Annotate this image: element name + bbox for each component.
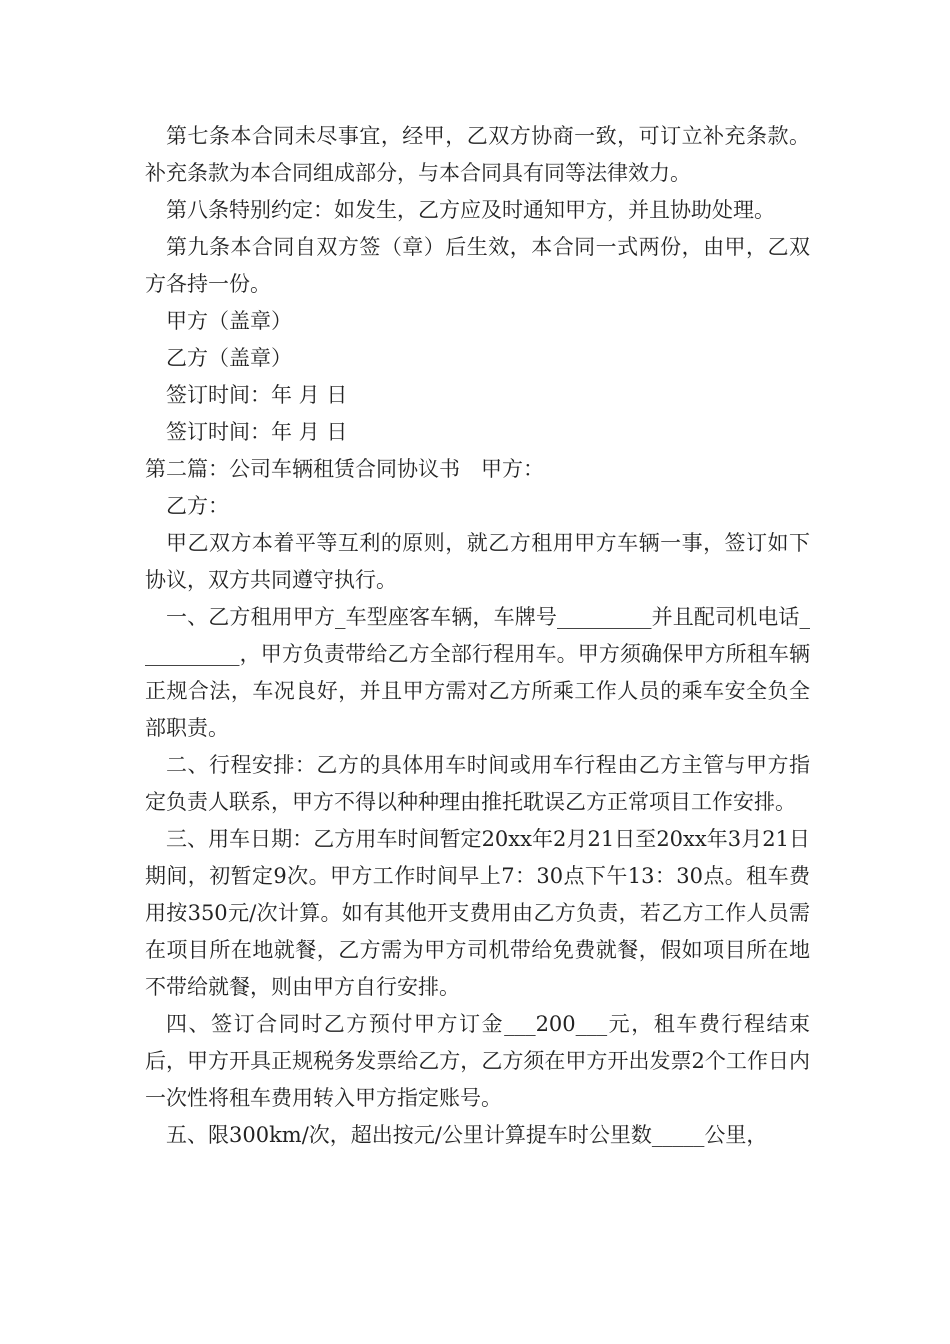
section-heading: 第二篇：公司车辆租赁合同协议书 甲方： <box>145 457 544 481</box>
signing-date-line: 签订时间：年 月 日 <box>166 420 348 444</box>
clause-3-paragraph: 三、用车日期：乙方用车时间暂定20xx年2月21日至20xx年3月21日期间，初暂定9次。甲方工作时间早上7：30点下午13：30点。租车费用按350元/次计算。如有其他开支费用由乙方负责，若乙方工作人员需在项目所在地就餐，乙方需为甲方司机带给免费就餐，假如项目所在地不带给就餐，则由甲方自行安排。 <box>145 827 810 999</box>
article-9-paragraph: 第九条本合同自双方签（章）后生效，本合同一式两份，由甲，乙双方各持一份。 <box>145 235 810 296</box>
clause-4-paragraph: 四、签订合同时乙方预付甲方订金___200___元，租车费行程结束后，甲方开具正规税务发票给乙方，乙方须在甲方开出发票2个工作日内一次性将租车费用转入甲方指定账号。 <box>145 1012 810 1110</box>
party-b-line: 乙方： <box>166 494 229 518</box>
clause-1-paragraph: 一、乙方租用甲方_车型座客车辆，车牌号_________并且配司机电话__________，甲方负责带给乙方全部行程用车。甲方须确保甲方所租车辆正规合法，车况良好，并且甲方需对乙方所乘工作人员的乘车安全负全部职责。 <box>145 605 810 740</box>
party-b-seal-line: 乙方（盖章） <box>166 346 292 370</box>
clause-5-paragraph: 五、限300km/次，超出按元/公里计算提车时公里数_____公里， <box>166 1123 768 1147</box>
document-body <box>145 118 810 1154</box>
article-8-paragraph: 第八条特别约定：如发生，乙方应及时通知甲方，并且协助处理。 <box>166 198 775 222</box>
clause-2-paragraph: 二、行程安排：乙方的具体用车时间或用车行程由乙方主管与甲方指定负责人联系，甲方不得以种种理由推托耽误乙方正常项目工作安排。 <box>145 753 810 814</box>
party-a-seal-line: 甲方（盖章） <box>166 309 292 333</box>
signing-date-line: 签订时间：年 月 日 <box>166 383 348 407</box>
preamble-paragraph: 甲乙双方本着平等互利的原则，就乙方租用甲方车辆一事，签订如下协议，双方共同遵守执行。 <box>145 531 810 592</box>
article-7-paragraph: 第七条本合同未尽事宜，经甲，乙双方协商一致，可订立补充条款。补充条款为本合同组成部分，与本合同具有同等法律效力。 <box>145 124 810 185</box>
